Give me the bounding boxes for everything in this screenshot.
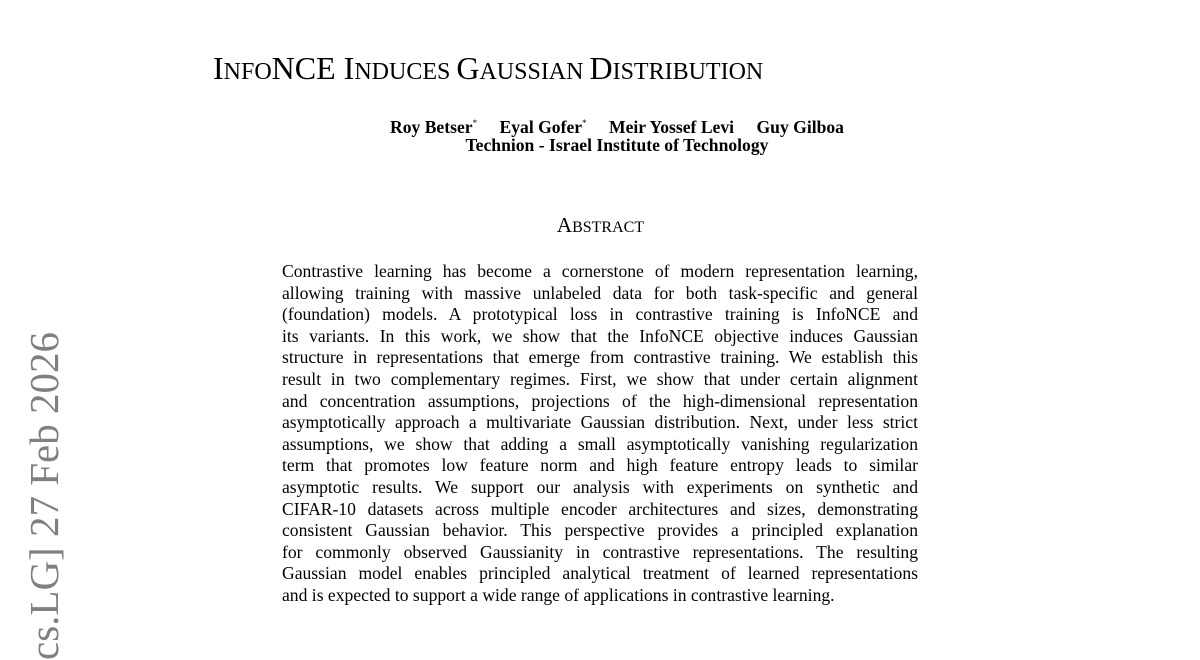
- abstract-line: (foundation) models. A prototypical loss in contrastive training is InfoNCE and: [282, 304, 918, 325]
- abstract-line: Contrastive learning has become a cornerstone of modern representation learning,: [282, 261, 918, 281]
- abstract-line: consistent Gaussian behavior. This perspective provides a principled explanation: [282, 520, 918, 541]
- abstract-line: assumptions, we show that adding a small asymptotically vanishing regularization: [282, 433, 918, 454]
- author-name: Eyal Gofer: [499, 117, 583, 137]
- abstract-heading-rest: BSTRACT: [572, 219, 645, 236]
- author-name: Guy Gilboa: [756, 117, 844, 137]
- abstract-body: [282, 261, 918, 607]
- abstract-line: asymptotically approach a multivariate Gaussian distribution. Next, under less strict: [282, 412, 918, 433]
- equal-contribution-mark: *: [582, 118, 587, 128]
- abstract-line: Gaussian model enables principled analytical treatment of learned representations: [282, 563, 918, 584]
- title-part: NCE I: [271, 50, 355, 86]
- abstract-line: for commonly observed Gaussianity in contrastive representations. The resulting: [282, 541, 918, 562]
- title-part: I: [213, 50, 224, 86]
- title-part: NDUCES: [354, 59, 457, 85]
- title-part: D: [589, 50, 613, 86]
- title-part: AUSSIAN: [479, 59, 590, 85]
- title-part: ISTRIBUTION: [612, 59, 764, 85]
- arxiv-sidebar-stamp: cs.LG] 27 Feb 2026: [21, 332, 67, 660]
- paper-title: [213, 50, 1013, 90]
- title-part: G: [456, 50, 480, 86]
- abstract-line: and is expected to support a wide range of applications in contrastive learning.: [282, 584, 835, 605]
- author-name: Meir Yossef Levi: [608, 117, 735, 137]
- equal-contribution-mark: *: [472, 118, 478, 128]
- affiliation: Technion - Israel Institute of Technology: [465, 135, 769, 155]
- abstract-heading-initial: A: [556, 213, 573, 237]
- abstract-heading: [0, 212, 1200, 241]
- abstract-line: asymptotic results. We support our analysis with experiments on synthetic and: [282, 476, 918, 497]
- abstract-line: its variants. In this work, we show that the InfoNCE objective induces Gaussian: [282, 325, 918, 346]
- author-name: Roy Betser: [390, 117, 473, 137]
- title-part: NFO: [223, 59, 272, 85]
- abstract-line: CIFAR-10 datasets across multiple encoder architectures and sizes, demonstrating: [282, 498, 918, 519]
- abstract-line: result in two complementary regimes. First, we show that under certain alignment: [282, 368, 918, 389]
- abstract-line: structure in representations that emerge from contrastive training. We establish this: [282, 347, 918, 368]
- abstract-line: allowing training with massive unlabeled data for both task-specific and general: [282, 282, 918, 303]
- abstract-line: and concentration assumptions, projections of the high-dimensional representation: [282, 390, 918, 411]
- abstract-line: term that promotes low feature norm and high feature entropy leads to similar: [282, 455, 918, 476]
